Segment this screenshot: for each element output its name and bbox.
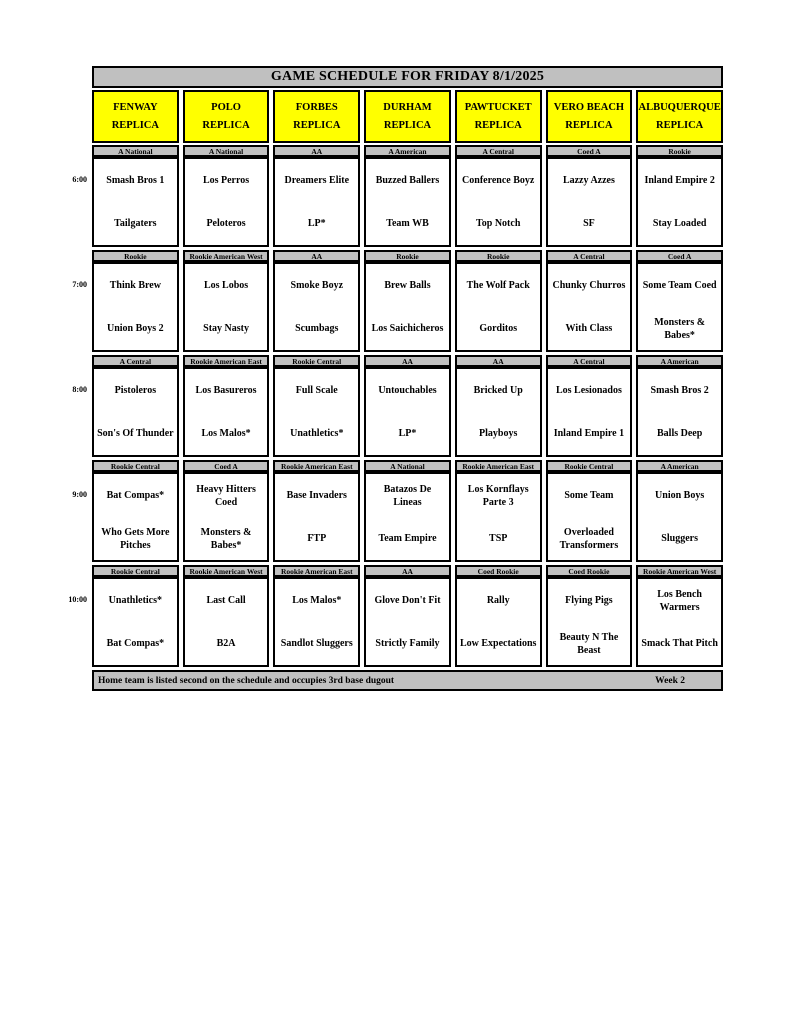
away-team: Bat Compas* xyxy=(106,490,165,501)
away-team: Smash Bros 2 xyxy=(650,385,709,396)
matchup-box xyxy=(92,472,179,562)
matchup-box xyxy=(183,472,270,562)
matchup-box xyxy=(92,367,179,457)
matchup-box xyxy=(273,262,360,352)
field-subtitle: REPLICA xyxy=(202,120,250,131)
matchup-box xyxy=(546,367,633,457)
away-team: Smoke Boyz xyxy=(290,280,344,291)
game-cell xyxy=(636,460,723,562)
home-team: Sluggers xyxy=(661,533,698,544)
time-label: 7:00 xyxy=(72,280,87,289)
schedule-title: GAME SCHEDULE FOR FRIDAY 8/1/2025 xyxy=(92,66,723,88)
home-team: Strictly Family xyxy=(375,638,440,649)
footer-bar xyxy=(92,670,723,691)
time-label: 8:00 xyxy=(72,385,87,394)
field-name: POLO xyxy=(211,102,241,113)
game-cell xyxy=(273,355,360,457)
home-team: Inland Empire 1 xyxy=(553,428,625,439)
home-team: Los Saichicheros xyxy=(371,323,444,334)
division-label: Rookie xyxy=(455,250,542,262)
matchup-box xyxy=(364,367,451,457)
division-label: Rookie American West xyxy=(636,565,723,577)
away-team: Los Perros xyxy=(202,175,250,186)
home-team: Union Boys 2 xyxy=(107,323,164,334)
game-cell xyxy=(546,355,633,457)
home-team: Top Notch xyxy=(476,218,521,229)
matchup-box xyxy=(455,262,542,352)
time-slot-row xyxy=(68,565,723,667)
away-team: Brew Balls xyxy=(384,280,431,291)
away-team: Buzzed Ballers xyxy=(375,175,440,186)
matchup-box xyxy=(92,262,179,352)
away-team: Conference Boyz xyxy=(462,175,535,186)
division-label: Rookie xyxy=(636,145,723,157)
game-cell xyxy=(273,250,360,352)
matchup-box xyxy=(636,157,723,247)
field-name: VERO BEACH xyxy=(553,102,625,113)
division-label: Rookie American East xyxy=(273,565,360,577)
division-label: Rookie xyxy=(364,250,451,262)
game-cell xyxy=(364,355,451,457)
game-cell xyxy=(636,250,723,352)
away-team: Lazzy Azzes xyxy=(562,175,615,186)
division-label: Rookie American East xyxy=(455,460,542,472)
home-team: Smack That Pitch xyxy=(641,638,718,649)
away-team: Rally xyxy=(486,595,510,606)
matchup-box xyxy=(364,472,451,562)
field-name: FORBES xyxy=(295,102,338,113)
game-cell xyxy=(273,460,360,562)
matchup-box xyxy=(546,262,633,352)
field-name: PAWTUCKET xyxy=(464,102,532,113)
field-subtitle: REPLICA xyxy=(474,120,522,131)
division-label: AA xyxy=(273,145,360,157)
division-label: Coed Rookie xyxy=(546,565,633,577)
matchup-box xyxy=(546,472,633,562)
matchup-box xyxy=(636,262,723,352)
division-label: A Central xyxy=(546,250,633,262)
home-team: Bat Compas* xyxy=(106,638,165,649)
matchup-box xyxy=(364,157,451,247)
away-team: Los Malos* xyxy=(292,595,342,606)
division-label: Coed A xyxy=(636,250,723,262)
away-team: Pistoleros xyxy=(114,385,157,396)
game-cell xyxy=(183,145,270,247)
division-label: A National xyxy=(364,460,451,472)
time-label: 6:00 xyxy=(72,175,87,184)
field-header-vero-beach xyxy=(546,90,633,143)
home-team: B2A xyxy=(216,638,236,649)
home-team: Playboys xyxy=(479,428,518,439)
home-team: Son's Of Thunder xyxy=(97,428,174,439)
home-team: Overloaded Transformers xyxy=(559,526,619,551)
home-team: Team WB xyxy=(386,218,429,229)
time-slot-rows xyxy=(68,145,723,667)
game-cell xyxy=(636,355,723,457)
away-team: Unathletics* xyxy=(108,595,163,606)
field-header-durham xyxy=(364,90,451,143)
division-label: AA xyxy=(455,355,542,367)
matchup-box xyxy=(455,157,542,247)
away-team: Full Scale xyxy=(295,385,338,396)
field-name: FENWAY xyxy=(113,102,158,113)
matchup-box xyxy=(364,262,451,352)
home-team: Beauty N The Beast xyxy=(559,631,619,656)
division-label: AA xyxy=(364,565,451,577)
game-cell xyxy=(364,565,451,667)
game-cell xyxy=(546,145,633,247)
home-team: Sandlot Sluggers xyxy=(280,638,353,649)
game-cell xyxy=(455,145,542,247)
home-team: FTP xyxy=(307,533,327,544)
home-team: Los Malos* xyxy=(201,428,251,439)
division-label: A American xyxy=(364,145,451,157)
away-team: Dreamers Elite xyxy=(284,175,350,186)
away-team: Union Boys xyxy=(655,490,705,501)
game-cell xyxy=(183,355,270,457)
field-subtitle: REPLICA xyxy=(293,120,341,131)
week-label: Week 2 xyxy=(655,675,685,686)
game-cell xyxy=(636,145,723,247)
away-team: Los Lobos xyxy=(203,280,249,291)
field-name: ALBUQUERQUE xyxy=(638,102,721,113)
field-subtitle: REPLICA xyxy=(383,120,432,131)
matchup-box xyxy=(183,367,270,457)
game-cell xyxy=(92,460,179,562)
time-slot-row xyxy=(72,250,723,352)
home-team: Low Expectations xyxy=(460,638,537,649)
game-cell xyxy=(455,565,542,667)
matchup-box xyxy=(273,367,360,457)
time-label: 9:00 xyxy=(72,490,87,499)
field-header-row xyxy=(92,90,723,143)
matchup-box xyxy=(183,157,270,247)
division-label: Rookie Central xyxy=(273,355,360,367)
home-team: TSP xyxy=(489,533,508,544)
away-team: Untouchables xyxy=(378,385,437,396)
time-slot-row xyxy=(72,145,723,247)
division-label: A Central xyxy=(546,355,633,367)
matchup-box xyxy=(455,367,542,457)
game-cell xyxy=(455,250,542,352)
division-label: Rookie xyxy=(92,250,179,262)
division-label: A Central xyxy=(455,145,542,157)
game-cell xyxy=(92,565,179,667)
home-team: SF xyxy=(583,218,595,229)
division-label: Rookie American West xyxy=(183,565,270,577)
division-label: A National xyxy=(92,145,179,157)
away-team: Los Bench Warmers xyxy=(657,588,702,613)
matchup-box xyxy=(455,577,542,667)
matchup-box xyxy=(183,262,270,352)
matchup-box xyxy=(546,577,633,667)
home-team: Peloteros xyxy=(206,218,246,229)
away-team: Some Team Coed xyxy=(642,280,717,291)
away-team: Last Call xyxy=(206,595,246,606)
division-label: AA xyxy=(364,355,451,367)
division-label: Rookie American East xyxy=(273,460,360,472)
division-label: Rookie American West xyxy=(183,250,270,262)
game-cell xyxy=(92,250,179,352)
game-cell xyxy=(546,250,633,352)
home-team: With Class xyxy=(565,323,613,334)
division-label: Coed A xyxy=(183,460,270,472)
matchup-box xyxy=(273,157,360,247)
home-team: LP* xyxy=(307,218,326,229)
away-team: Glove Don't Fit xyxy=(374,595,441,606)
game-cell xyxy=(92,145,179,247)
matchup-box xyxy=(273,577,360,667)
division-label: Rookie Central xyxy=(92,460,179,472)
division-label: Rookie Central xyxy=(546,460,633,472)
home-team: Stay Nasty xyxy=(203,323,249,334)
field-header-fenway xyxy=(92,90,179,143)
away-team: Los Lesionados xyxy=(555,385,622,396)
away-team: Los Kornflays Parte 3 xyxy=(467,483,529,508)
matchup-box xyxy=(636,472,723,562)
home-team: Monsters & Babes* xyxy=(200,526,252,551)
field-header-forbes xyxy=(273,90,360,143)
matchup-box xyxy=(636,577,723,667)
home-team: Balls Deep xyxy=(657,428,703,439)
home-team: LP* xyxy=(398,428,417,439)
game-cell xyxy=(364,250,451,352)
matchup-box xyxy=(636,367,723,457)
game-cell xyxy=(273,565,360,667)
game-cell xyxy=(183,460,270,562)
away-team: Think Brew xyxy=(109,280,161,291)
home-team: Tailgaters xyxy=(114,218,157,229)
time-slot-row xyxy=(72,460,723,562)
game-cell xyxy=(364,460,451,562)
matchup-box xyxy=(92,157,179,247)
field-header-albuquerque xyxy=(636,90,723,143)
field-name: DURHAM xyxy=(383,102,432,113)
away-team: Base Invaders xyxy=(286,490,347,501)
division-label: A American xyxy=(636,355,723,367)
away-team: The Wolf Pack xyxy=(466,280,530,291)
schedule-table xyxy=(68,66,723,691)
game-cell xyxy=(636,565,723,667)
away-team: Bricked Up xyxy=(473,385,523,396)
away-team: Los Basureros xyxy=(195,385,257,396)
division-label: Coed Rookie xyxy=(455,565,542,577)
away-team: Some Team xyxy=(564,490,614,501)
division-label: Rookie American East xyxy=(183,355,270,367)
game-cell xyxy=(455,355,542,457)
time-label: 10:00 xyxy=(68,595,87,604)
division-label: A National xyxy=(183,145,270,157)
matchup-box xyxy=(273,472,360,562)
game-cell xyxy=(364,145,451,247)
home-team: Scumbags xyxy=(295,323,339,334)
division-label: Rookie Central xyxy=(92,565,179,577)
field-subtitle: REPLICA xyxy=(111,120,159,131)
matchup-box xyxy=(183,577,270,667)
matchup-box xyxy=(546,157,633,247)
game-cell xyxy=(546,460,633,562)
game-cell xyxy=(546,565,633,667)
time-slot-row xyxy=(72,355,723,457)
game-cell xyxy=(183,565,270,667)
away-team: Batazos De Lineas xyxy=(383,483,432,508)
field-header-pawtucket xyxy=(455,90,542,143)
field-header-polo xyxy=(183,90,270,143)
home-team: Unathletics* xyxy=(290,428,344,439)
away-team: Flying Pigs xyxy=(565,595,613,606)
home-team: Gorditos xyxy=(479,323,518,334)
field-subtitle: REPLICA xyxy=(656,120,704,131)
matchup-box xyxy=(455,472,542,562)
home-team: Monsters & Babes* xyxy=(654,316,706,341)
away-team: Inland Empire 2 xyxy=(644,175,715,186)
home-team: Who Gets More Pitches xyxy=(101,526,170,551)
division-label: AA xyxy=(273,250,360,262)
game-cell xyxy=(92,355,179,457)
game-cell xyxy=(273,145,360,247)
game-cell xyxy=(455,460,542,562)
footer-note: Home team is listed second on the schedule and occupies 3rd base dugout xyxy=(98,675,395,686)
home-team: Team Empire xyxy=(378,533,437,544)
field-subtitle: REPLICA xyxy=(565,120,613,131)
division-label: Coed A xyxy=(546,145,633,157)
away-team: Heavy Hitters Coed xyxy=(196,483,256,508)
away-team: Chunky Churros xyxy=(552,280,626,291)
matchup-box xyxy=(92,577,179,667)
home-team: Stay Loaded xyxy=(652,218,707,229)
matchup-box xyxy=(364,577,451,667)
division-label: A Central xyxy=(92,355,179,367)
game-cell xyxy=(183,250,270,352)
division-label: A American xyxy=(636,460,723,472)
away-team: Smash Bros 1 xyxy=(106,175,165,186)
